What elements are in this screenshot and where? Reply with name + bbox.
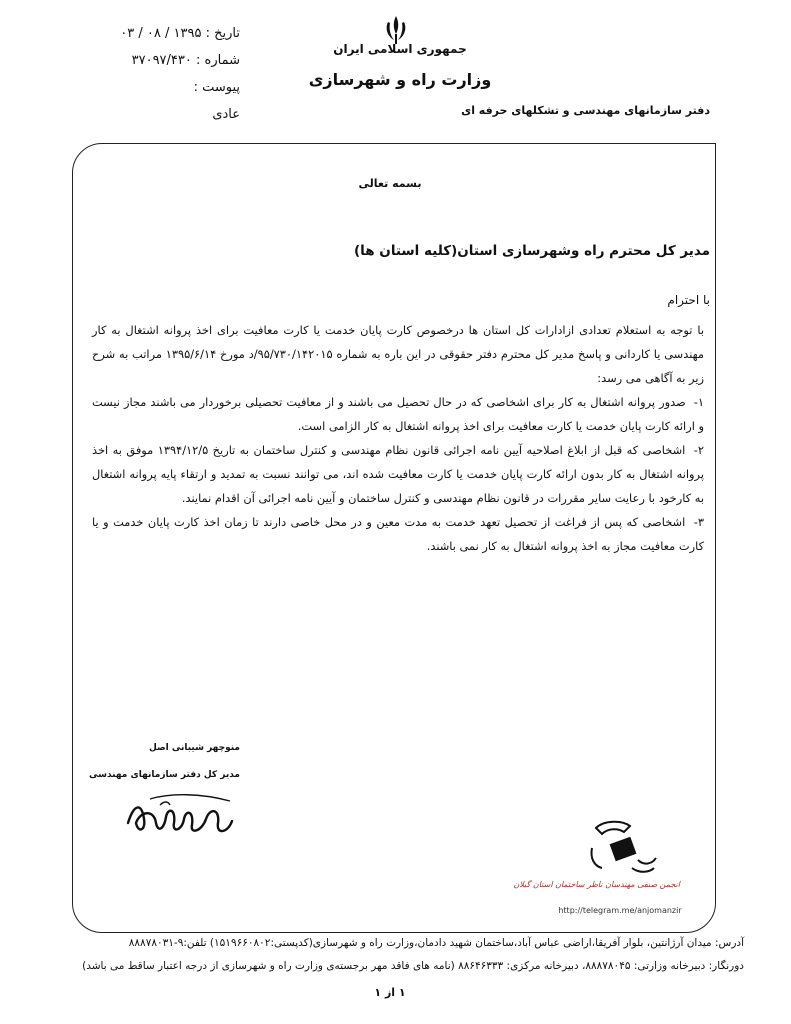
item-text: اشخاصی که قبل از ابلاغ اصلاحیه آیین نامه اجرائی قانون نظام مهندسی و کنترل ساختمان به تاریخ ۱۳۹۴/۱۲/۵ موفق به اخذ پروانه اشتغال به کار بدون ارائه کارت پایان خدمت یا کارت معافیت شده اند، می توانند نسبت به تمدید و ارتقاء پایه پروانه اشتغال به کارخود با رعایت سایر مقررات در قانون نظام مهندسی و کنترل ساختمان و آیین نامه اجرائی آن اقدام نمایند.	[92, 443, 704, 505]
logo-url[interactable]: http://telegram.me/anjomanzir	[558, 906, 682, 915]
logo-caption: انجمن صنفی مهندسان ناظر ساختمان استان گیلان	[513, 880, 680, 889]
item-text: اشخاصی که پس از فراغت از تحصیل تعهد خدمت به مدت معین و در محل خاصی دارند تا زمان اخذ کارت پایان خدمت و یا کارت معافیت مجاز به اخذ پروانه اشتغال به کار نمی باشند.	[92, 515, 704, 553]
number-value: ۳۷۰۹۷/۴۳۰	[131, 53, 192, 68]
item-number: ۱-	[693, 395, 704, 409]
addressee: مدیر کل محترم راه وشهرسازی استان(کلیه استان ها)	[354, 243, 710, 259]
handwritten-signature-icon	[120, 783, 250, 843]
attachment-label: پیوست :	[193, 80, 240, 95]
item-number: ۲-	[693, 443, 704, 457]
footer-address: آدرس: میدان آرژانتین، بلوار آفریقا،اراضی عباس آباد،ساختمان شهید دادمان،وزارت راه و شهرسازی(کدپستی:۱۵۱۹۶۶۰۸۰۲) تلفن:۹-۸۸۸۷۸۰۳۱	[128, 937, 744, 949]
classification: عادی	[212, 107, 240, 122]
union-logo-icon	[582, 818, 662, 878]
ministry-title: وزارت راه و شهرسازی	[308, 70, 492, 89]
office-title: دفتر سازمانهای مهندسی و تشکلهای حرفه ای	[461, 104, 710, 117]
list-item	[92, 438, 704, 510]
signer-title: مدیر کل دفتر سازمانهای مهندسی	[89, 770, 240, 780]
date-label: تاریخ :	[205, 26, 240, 41]
number-label: شماره :	[196, 53, 240, 68]
number-row	[90, 47, 240, 74]
signer-name: منوچهر شیبانی اصل	[148, 743, 240, 753]
republic-title: جمهوری اسلامی ایران	[333, 42, 467, 56]
list-item	[92, 390, 704, 438]
list-item	[92, 510, 704, 558]
page-number: ۱ از ۱	[374, 986, 406, 999]
item-text: صدور پروانه اشتغال به کار برای اشخاصی که در حال تحصیل می باشند و از معافیت تحصیلی برخوردار می باشند مجاز نیست و ارائه کارت پایان خدمت یا کارت معافیت برای اخذ پروانه اشتغال به کار الزامی است.	[92, 395, 704, 433]
letter-meta	[90, 20, 240, 128]
intro-paragraph: با توجه به استعلام تعدادی ازادارات کل استان ها درخصوص کارت پایان خدمت یا کارت معافیت برای اخذ پروانه اشتغال به کار مهندسی یا کاردانی و پاسخ مدیر کل محترم دفتر حقوقی در این باره به شماره ۹۵/۷۳۰/۱۴۲۰۱۵/د مورخ ۱۳۹۵/۶/۱۴ مراتب به شرح زیر به آگاهی می رسد:	[92, 323, 704, 385]
letter-body	[92, 318, 704, 558]
date-value: ۱۳۹۵ / ۰۸ / ۰۳	[120, 26, 202, 41]
date-row	[90, 20, 240, 47]
footer-fax: دورنگار: دبیرخانه وزارتی: ۸۸۸۷۸۰۴۵، دبیرخانه مرکزی: ۸۸۶۴۶۳۳۳ (نامه های فاقد مهر برجسته‌ی وزارت راه و شهرسازی از درجه اعتبار ساقط می باشد)	[82, 960, 744, 972]
item-number: ۳-	[693, 515, 704, 529]
attachment-row	[90, 74, 240, 101]
bismillah: بسمه تعالی	[358, 177, 422, 190]
greeting: با احترام	[667, 293, 710, 307]
